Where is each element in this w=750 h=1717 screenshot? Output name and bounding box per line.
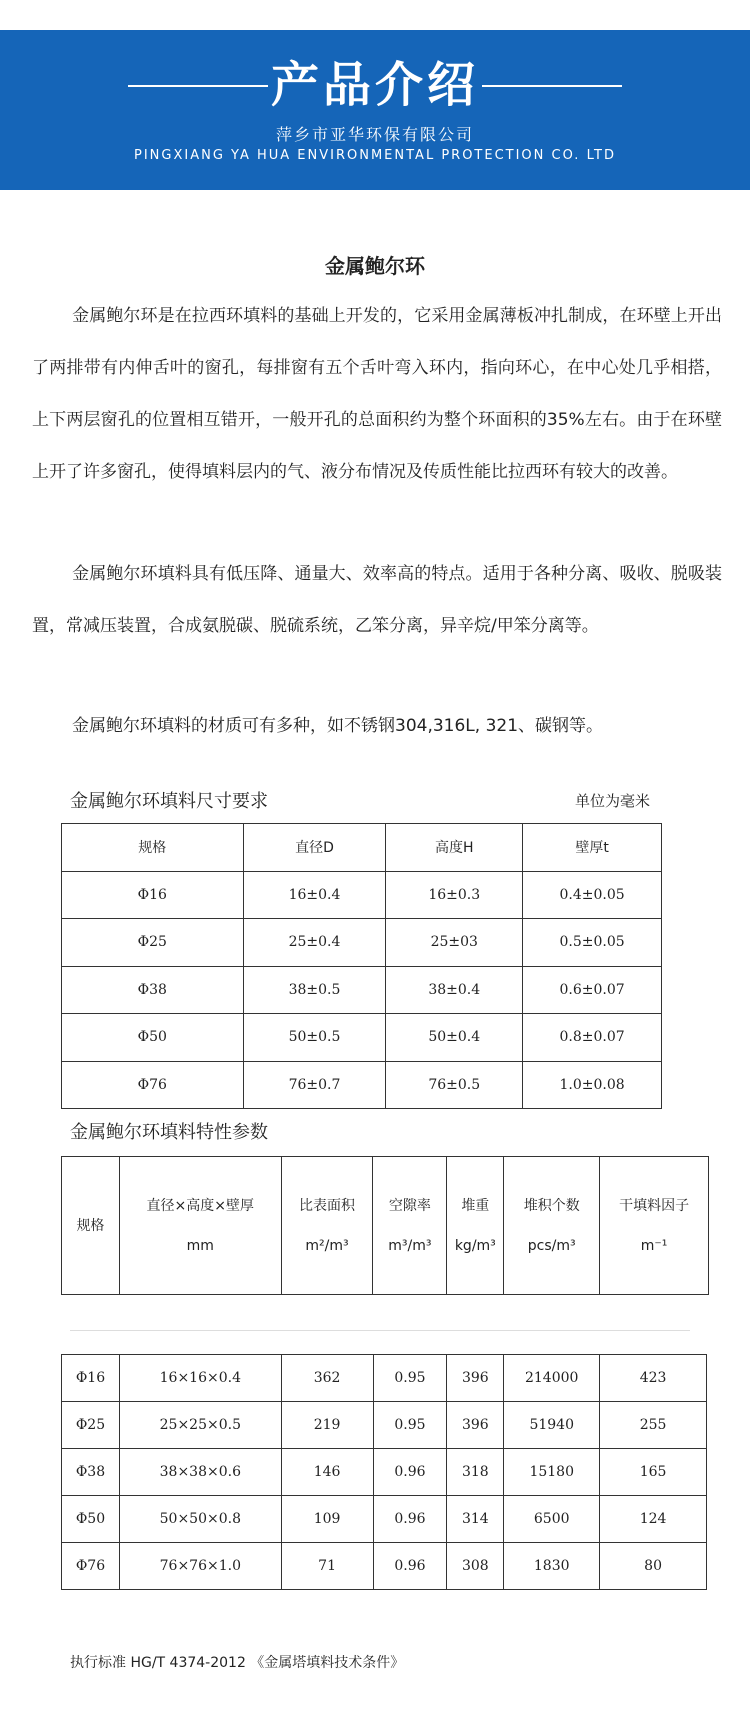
header-unit: mm	[186, 1237, 214, 1254]
param-table	[61, 1354, 707, 1590]
table-cell: 0.96	[373, 1543, 447, 1590]
table-cell: 109	[281, 1496, 373, 1543]
header-unit: m²/m³	[305, 1237, 349, 1254]
table-cell: 308	[447, 1543, 504, 1590]
table-cell: 50×50×0.8	[119, 1496, 281, 1543]
size-table	[61, 823, 662, 1109]
table-cell: Φ25	[62, 919, 244, 967]
paragraph-1-text: 金属鲍尔环是在拉西环填料的基础上开发的，它采用金属薄板冲扎制成，在环壁上开出了两排带有内伸舌叶的窗孔，每排窗有五个舌叶弯入环内，指向环心，在中心处几乎相搭，上下两层窗孔的位置相互错开，一般开孔的总面积约为整个环面积的35%左右。由于在环壁上开了许多窗孔，使得填料层内的气、液分布情况及传质性能比拉西环有较大的改善。	[32, 306, 722, 482]
paragraph-3	[32, 700, 722, 752]
paragraph-2	[32, 548, 722, 652]
article-title: 金属鲍尔环	[325, 254, 425, 278]
table-cell: 25±0.4	[243, 919, 386, 967]
header-cell: 壁厚t	[523, 824, 662, 872]
table-cell: 0.95	[373, 1402, 447, 1449]
table-cell: 1.0±0.08	[523, 1061, 662, 1109]
table-cell: 314	[447, 1496, 504, 1543]
divider	[70, 1330, 690, 1331]
table-cell: 219	[281, 1402, 373, 1449]
table-cell: 51940	[504, 1402, 600, 1449]
table-cell: 0.95	[373, 1355, 447, 1402]
table-cell: 76×76×1.0	[119, 1543, 281, 1590]
table-cell: 38×38×0.6	[119, 1449, 281, 1496]
table-row	[62, 1355, 707, 1402]
size-table-caption: 金属鲍尔环填料尺寸要求	[70, 791, 268, 812]
page-title: 产品介绍	[270, 57, 479, 113]
table-header-row	[62, 1157, 709, 1295]
table-cell: 396	[447, 1355, 504, 1402]
table-cell: 38±0.5	[243, 966, 386, 1014]
header-unit: kg/m³	[454, 1237, 496, 1254]
table-cell: 15180	[504, 1449, 600, 1496]
table-row	[62, 1496, 707, 1543]
table-cell: 165	[600, 1449, 707, 1496]
header-cell: 直径D	[243, 824, 386, 872]
table-cell: 6500	[504, 1496, 600, 1543]
header-cell	[447, 1157, 504, 1295]
paragraph-2-text: 金属鲍尔环填料具有低压降、通量大、效率高的特点。适用于各种分离、吸收、脱吸装置，常减压装置，合成氨脱碳、脱硫系统，乙笨分离，异辛烷/甲笨分离等。	[32, 564, 722, 636]
table-cell: Φ38	[62, 1449, 120, 1496]
header-line: 堆重	[461, 1197, 490, 1214]
header-banner	[0, 30, 750, 190]
header-cell	[281, 1157, 373, 1295]
standard-note: 执行标准 HG/T 4374-2012 《金属塔填料技术条件》	[70, 1655, 405, 1671]
paragraph-1	[32, 290, 722, 498]
table-cell: Φ50	[62, 1496, 120, 1543]
table-cell: 50±0.5	[243, 1014, 386, 1062]
table-cell: 0.8±0.07	[523, 1014, 662, 1062]
table-cell: 0.96	[373, 1449, 447, 1496]
table-cell: Φ76	[62, 1061, 244, 1109]
table-cell: 16±0.4	[243, 871, 386, 919]
paragraph-3-text: 金属鲍尔环填料的材质可有多种，如不锈钢304,316L, 321、碳钢等。	[72, 716, 604, 736]
table-cell: 16±0.3	[386, 871, 523, 919]
header-unit: m⁻¹	[640, 1237, 668, 1254]
header-cell	[62, 1157, 120, 1295]
table-cell: 16×16×0.4	[119, 1355, 281, 1402]
table-cell: 0.5±0.05	[523, 919, 662, 967]
company-name-cn: 萍乡市亚华环保有限公司	[275, 125, 474, 144]
header-unit: m³/m³	[388, 1237, 432, 1254]
table-cell: 362	[281, 1355, 373, 1402]
table-row	[62, 1061, 662, 1109]
param-table-header	[61, 1156, 709, 1295]
table-cell: 80	[600, 1543, 707, 1590]
divider-right	[482, 85, 622, 87]
table-cell: Φ50	[62, 1014, 244, 1062]
header-line: 堆积个数	[523, 1197, 580, 1214]
header-line: 直径×高度×壁厚	[146, 1197, 254, 1214]
table-cell: 25×25×0.5	[119, 1402, 281, 1449]
banner-title-row	[0, 50, 750, 120]
table-row	[62, 1014, 662, 1062]
header-line: 干填料因子	[619, 1197, 690, 1214]
table-row	[62, 871, 662, 919]
header-cell	[600, 1157, 709, 1295]
table-cell: 1830	[504, 1543, 600, 1590]
table-cell: 423	[600, 1355, 707, 1402]
header-cell: 规格	[62, 824, 244, 872]
header-line: 空隙率	[388, 1197, 431, 1214]
table-cell: Φ25	[62, 1402, 120, 1449]
table-cell: 396	[447, 1402, 504, 1449]
table-row	[62, 966, 662, 1014]
table-cell: 71	[281, 1543, 373, 1590]
table-cell: 50±0.4	[386, 1014, 523, 1062]
table-cell: 0.6±0.07	[523, 966, 662, 1014]
header-cell	[373, 1157, 447, 1295]
param-table-caption: 金属鲍尔环填料特性参数	[70, 1122, 268, 1143]
table-row	[62, 1543, 707, 1590]
table-header-row	[62, 824, 662, 872]
table-cell: Φ76	[62, 1543, 120, 1590]
table-cell: 76±0.5	[386, 1061, 523, 1109]
table-cell: 255	[600, 1402, 707, 1449]
table-row	[62, 1402, 707, 1449]
table-cell: Φ38	[62, 966, 244, 1014]
table-cell: Φ16	[62, 871, 244, 919]
header-unit: pcs/m³	[527, 1237, 576, 1254]
header-line: 规格	[76, 1217, 105, 1234]
header-cell	[504, 1157, 600, 1295]
table-cell: 0.4±0.05	[523, 871, 662, 919]
table-cell: 0.96	[373, 1496, 447, 1543]
table-cell: 124	[600, 1496, 707, 1543]
table-cell: 146	[281, 1449, 373, 1496]
table-row	[62, 919, 662, 967]
header-cell	[119, 1157, 281, 1295]
table-cell: 25±03	[386, 919, 523, 967]
table-cell: 38±0.4	[386, 966, 523, 1014]
table-cell: 318	[447, 1449, 504, 1496]
company-name-en: PINGXIANG YA HUA ENVIRONMENTAL PROTECTION CO. LTD	[134, 148, 616, 163]
table-cell: 214000	[504, 1355, 600, 1402]
table-cell: Φ16	[62, 1355, 120, 1402]
header-cell: 高度H	[386, 824, 523, 872]
table-cell: 76±0.7	[243, 1061, 386, 1109]
table-row	[62, 1449, 707, 1496]
header-line: 比表面积	[298, 1197, 355, 1214]
size-table-unit: 单位为毫米	[575, 792, 651, 810]
